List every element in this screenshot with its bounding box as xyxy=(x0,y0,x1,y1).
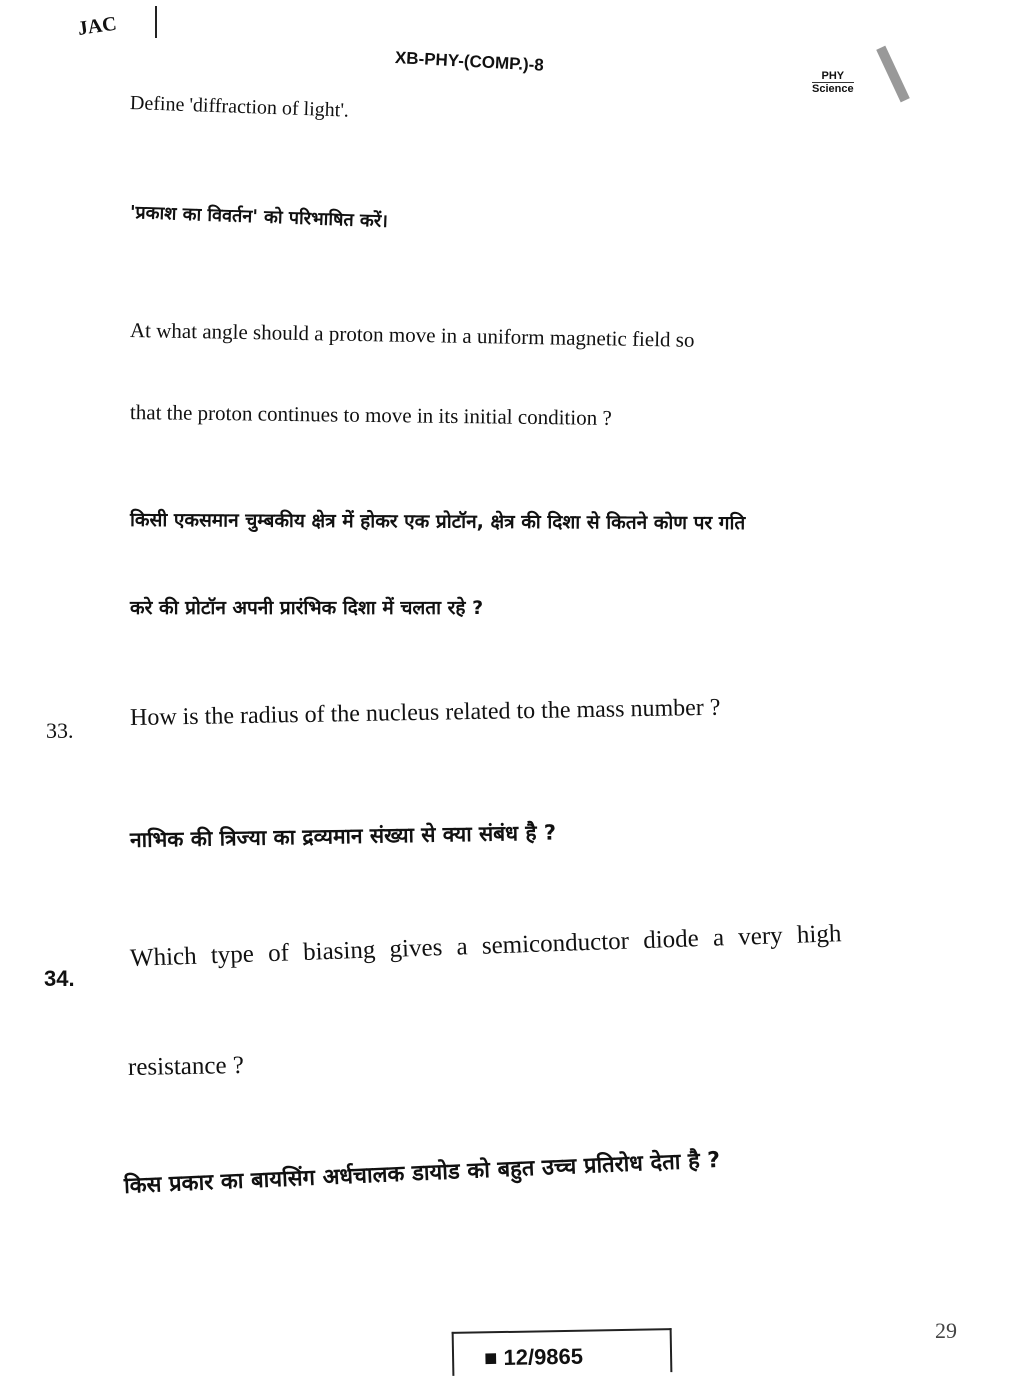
q-hi-line: नाभिक की त्रिज्या का द्रव्यमान संख्या से क्या संबंध है ? xyxy=(129,820,557,852)
board-mark: JAC xyxy=(76,12,118,40)
q-en-line: How is the radius of the nucleus related to the mass number ? xyxy=(129,694,721,731)
q-hi-line: किसी एकसमान चुम्बकीय क्षेत्र में होकर एक प्रोटॉन, क्षेत्र की दिशा से कितने कोण पर गति xyxy=(129,509,746,535)
page-number: 29 xyxy=(935,1318,957,1343)
serial-number: ■ 12/9865 xyxy=(483,1343,584,1371)
subject-stamp xyxy=(812,70,854,95)
q-hi-line: किस प्रकार का बायसिंग अर्धचालक डायोड को बहुत उच्च प्रतिरोध देता है ? xyxy=(123,1147,721,1199)
q-hi-line: 'प्रकाश का विवर्तन' को परिभाषित करें। xyxy=(129,202,389,233)
q-en-line: that the proton continues to move in its initial condition ? xyxy=(129,400,612,430)
question-number: 34. xyxy=(44,966,75,991)
paper-code: XB-PHY-(COMP.)-8 xyxy=(394,48,545,75)
scan-edge xyxy=(876,46,910,103)
q-en-line: At what angle should a proton move in a uniform magnetic field so xyxy=(129,318,695,352)
subject-top: PHY xyxy=(812,70,854,83)
q-en-line: Define 'diffraction of light'. xyxy=(129,92,350,122)
margin-line xyxy=(155,6,157,38)
q-hi-line: करे की प्रोटॉन अपनी प्रारंभिक दिशा में चलता रहे ? xyxy=(130,597,484,619)
subject-bottom: Science xyxy=(812,83,854,95)
serial-box xyxy=(452,1328,673,1376)
q-en-line: Which type of biasing gives a semiconductor diode a very high xyxy=(129,920,842,972)
q-en-line: resistance ? xyxy=(127,1051,245,1081)
question-number: 33. xyxy=(46,718,74,743)
